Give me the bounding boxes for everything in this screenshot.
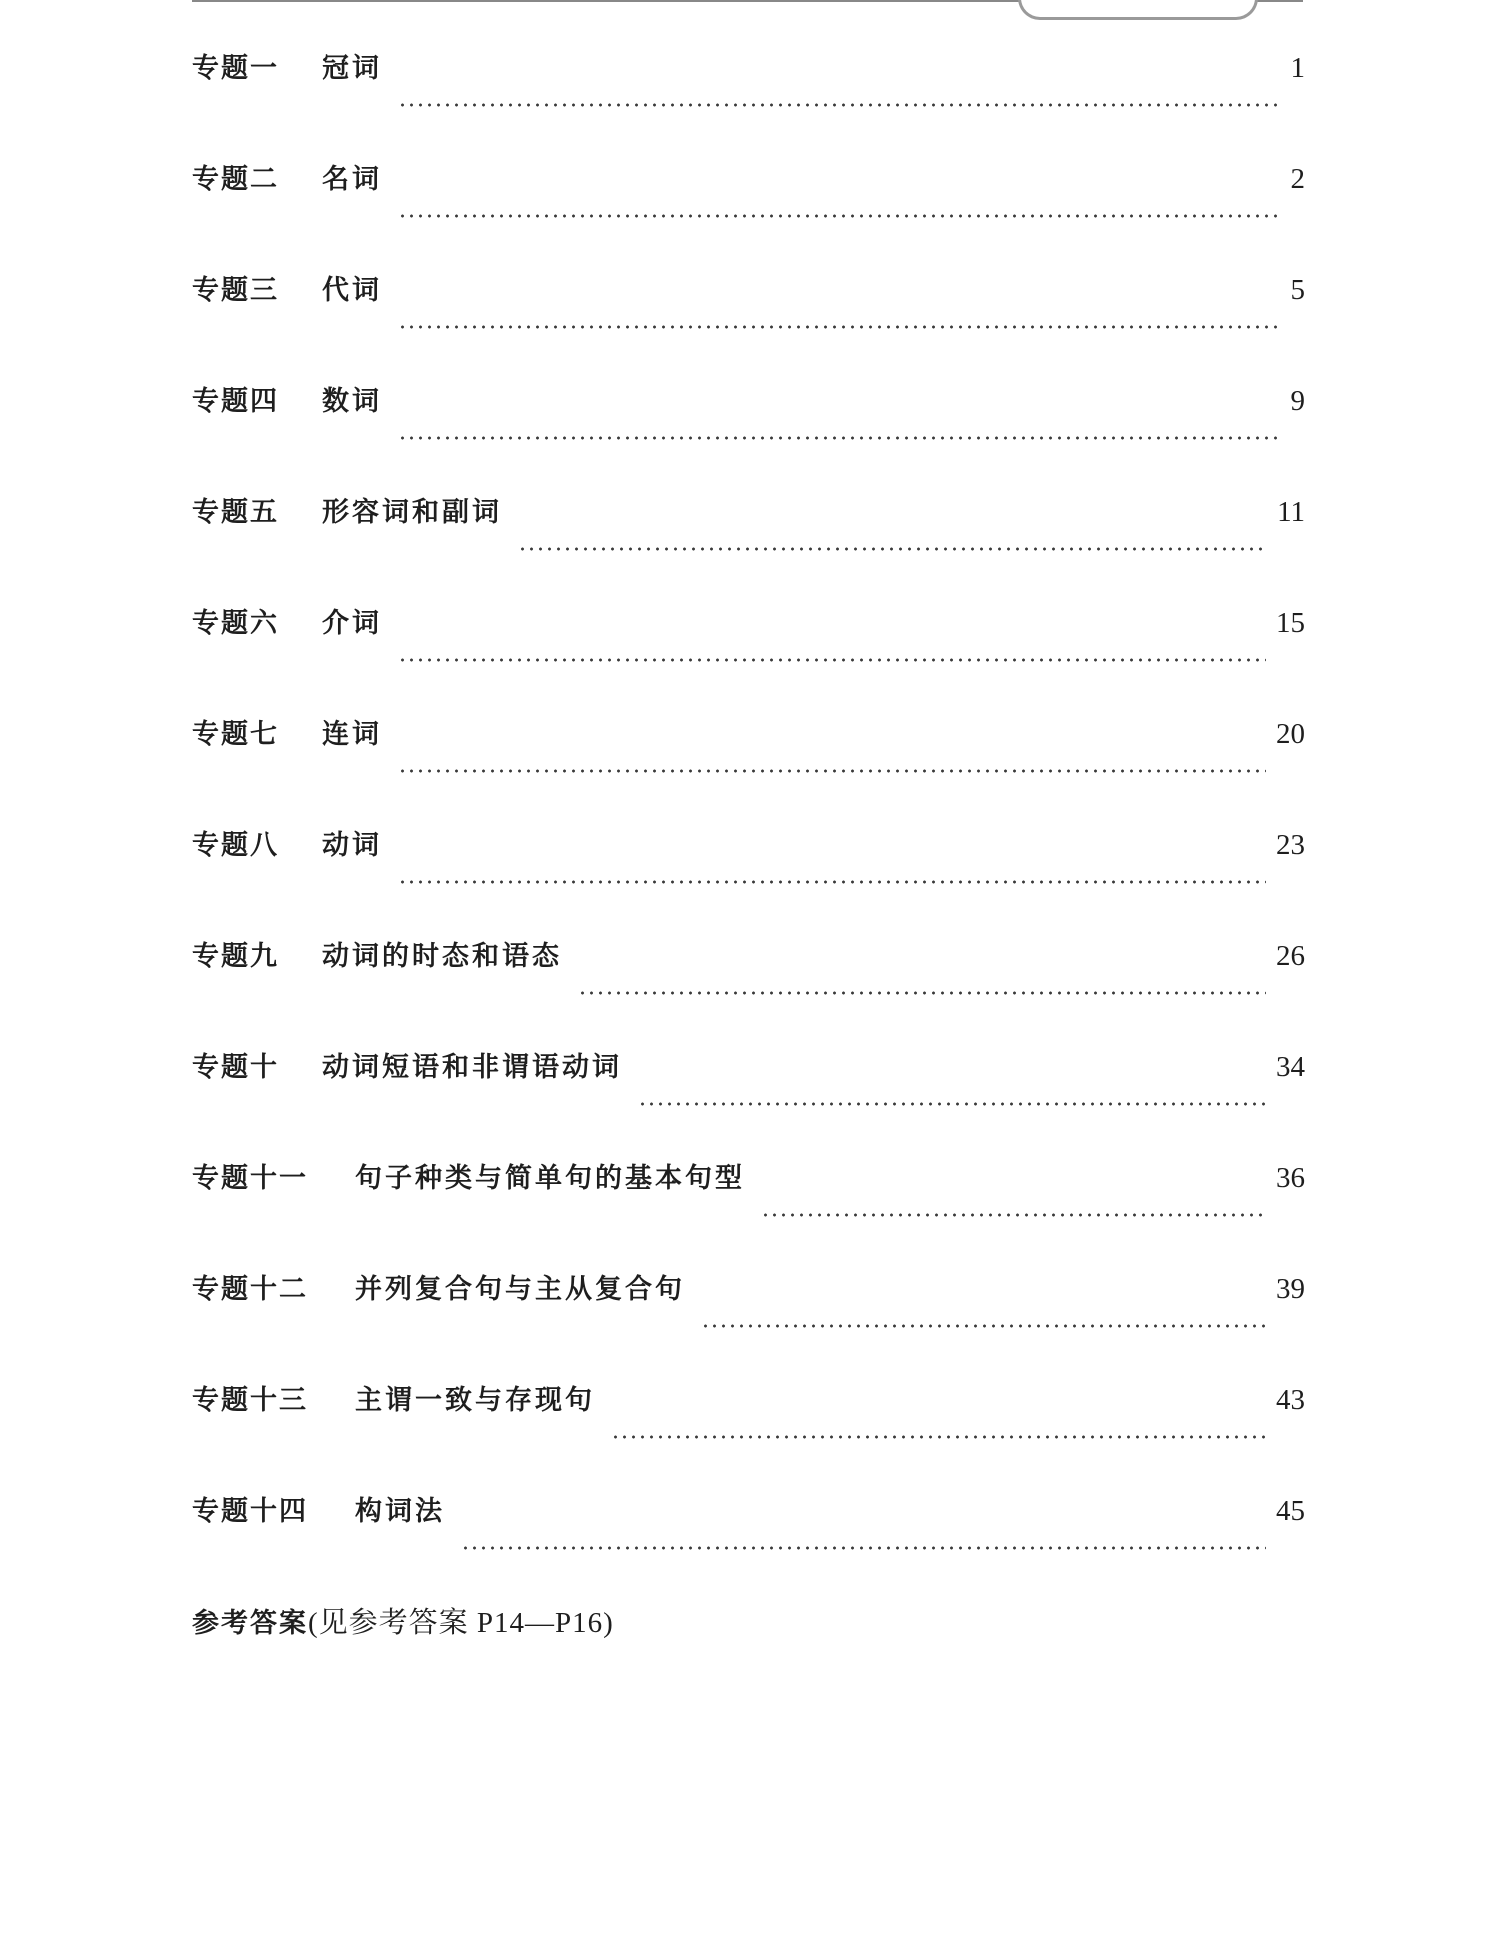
toc-entry[interactable] xyxy=(192,601,1305,712)
dot-leader xyxy=(578,991,1266,995)
toc-topic-number: 专题十 xyxy=(192,1052,279,1083)
toc-topic-title: 动词短语和非谓语动词 xyxy=(322,1052,622,1083)
dot-leader xyxy=(398,880,1266,884)
toc-entry[interactable] xyxy=(192,823,1305,934)
toc-topic-number: 专题十三 xyxy=(192,1385,308,1416)
toc-topic-number: 专题十二 xyxy=(192,1274,308,1305)
toc-page-number: 39 xyxy=(1276,1273,1305,1305)
toc-topic-title: 连词 xyxy=(322,719,382,750)
toc-topic-title: 并列复合句与主从复合句 xyxy=(355,1274,685,1305)
dot-leader xyxy=(518,547,1267,551)
toc-entry[interactable] xyxy=(192,934,1305,1045)
table-of-contents xyxy=(192,46,1305,1600)
toc-page-number: 43 xyxy=(1276,1384,1305,1416)
toc-entry[interactable] xyxy=(192,712,1305,823)
toc-topic-title: 句子种类与简单句的基本句型 xyxy=(355,1163,745,1194)
toc-topic-title: 介词 xyxy=(322,608,382,639)
toc-topic-number: 专题五 xyxy=(192,497,279,528)
toc-entry[interactable] xyxy=(192,379,1305,490)
toc-page-number: 36 xyxy=(1276,1162,1305,1194)
toc-page-number: 20 xyxy=(1276,718,1305,750)
toc-topic-number: 专题十四 xyxy=(192,1496,308,1527)
toc-topic-number: 专题八 xyxy=(192,830,279,861)
toc-entry[interactable] xyxy=(192,157,1305,268)
answer-key-pages: (见参考答案 P14—P16) xyxy=(308,1607,614,1639)
toc-page-number: 45 xyxy=(1276,1495,1305,1527)
toc-topic-number: 专题七 xyxy=(192,719,279,750)
toc-topic-title: 主谓一致与存现句 xyxy=(355,1385,595,1416)
dot-leader xyxy=(398,214,1281,218)
toc-page-number: 34 xyxy=(1276,1051,1305,1083)
toc-page-number: 5 xyxy=(1290,274,1305,306)
toc-topic-title: 动词 xyxy=(322,830,382,861)
dot-leader xyxy=(461,1546,1266,1550)
dot-leader xyxy=(638,1102,1266,1106)
dot-leader xyxy=(398,325,1281,329)
toc-topic-number: 专题九 xyxy=(192,941,279,972)
toc-topic-title: 数词 xyxy=(322,386,382,417)
dot-leader xyxy=(398,769,1266,773)
toc-topic-title: 代词 xyxy=(322,275,382,306)
toc-page-number: 11 xyxy=(1277,496,1305,528)
toc-entry[interactable] xyxy=(192,1489,1305,1600)
toc-topic-number: 专题四 xyxy=(192,386,279,417)
dot-leader xyxy=(761,1213,1266,1217)
page-header-tab xyxy=(1018,0,1258,20)
toc-entry[interactable] xyxy=(192,1045,1305,1156)
dot-leader xyxy=(611,1435,1266,1439)
toc-topic-title: 冠词 xyxy=(322,53,382,84)
toc-page-number: 2 xyxy=(1290,163,1305,195)
toc-entry[interactable] xyxy=(192,268,1305,379)
toc-topic-title: 形容词和副词 xyxy=(322,497,502,528)
dot-leader xyxy=(398,658,1266,662)
toc-page-number: 1 xyxy=(1290,52,1305,84)
toc-entry[interactable] xyxy=(192,46,1305,157)
dot-leader xyxy=(701,1324,1266,1328)
dot-leader xyxy=(398,103,1281,107)
dot-leader xyxy=(398,436,1281,440)
toc-entry[interactable] xyxy=(192,1378,1305,1489)
toc-page-number: 23 xyxy=(1276,829,1305,861)
toc-topic-title: 动词的时态和语态 xyxy=(322,941,562,972)
toc-page-number: 15 xyxy=(1276,607,1305,639)
toc-topic-title: 名词 xyxy=(322,164,382,195)
toc-topic-number: 专题二 xyxy=(192,164,279,195)
answer-key-label: 参考答案 xyxy=(192,1608,308,1639)
toc-topic-number: 专题六 xyxy=(192,608,279,639)
toc-topic-number: 专题十一 xyxy=(192,1163,308,1194)
answer-key-note[interactable] xyxy=(192,1600,614,1641)
toc-topic-title: 构词法 xyxy=(355,1496,445,1527)
toc-topic-number: 专题一 xyxy=(192,53,279,84)
toc-entry[interactable] xyxy=(192,1267,1305,1378)
toc-topic-number: 专题三 xyxy=(192,275,279,306)
toc-page-number: 26 xyxy=(1276,940,1305,972)
toc-entry[interactable] xyxy=(192,1156,1305,1267)
toc-page-number: 9 xyxy=(1290,385,1305,417)
toc-entry[interactable] xyxy=(192,490,1305,601)
